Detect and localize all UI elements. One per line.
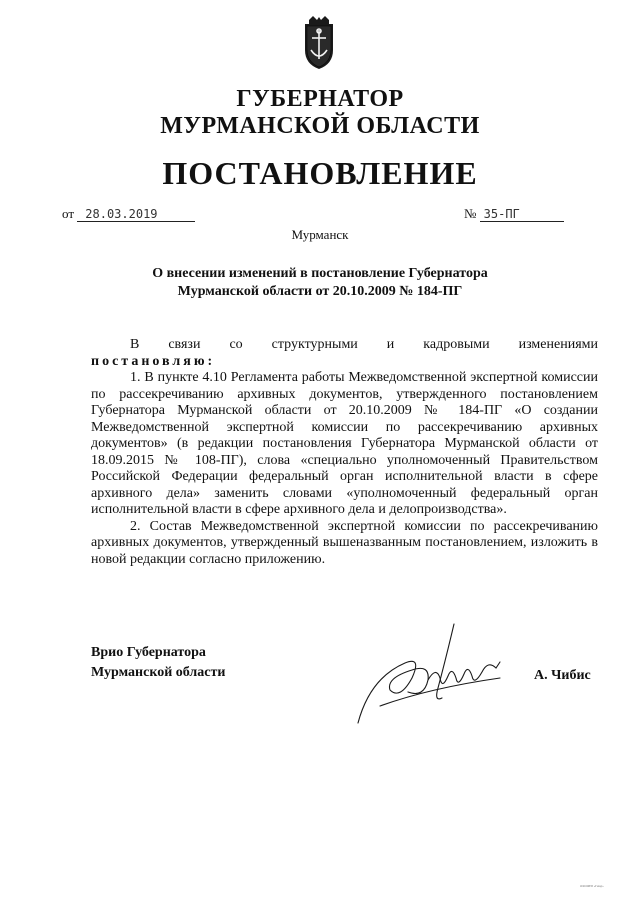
region-title: МУРМАНСКОЙ ОБЛАСТИ [160, 113, 480, 139]
document-body [91, 337, 598, 568]
date-value: 28.03.2019 [77, 207, 195, 222]
item-2-paragraph: 2. Состав Межведомственной экспертной комиссии по рассекречиванию архивных документов, утвержденный вышеназванным постановлением, изложить в новой редакции согласно приложению. [91, 518, 598, 567]
item-1-paragraph: 1. В пункте 4.10 Регламента работы Межведомственной экспертной комиссии по рассекречиванию архивных документов, утвержденного постановлением Губернатора Мурманской области от 20.10.2009 № 184-ПГ «О создании Межведомственной экспертной комиссии по рассекречиванию архивных документов» (в редакции постановления Губернатора Мурманской области от 18.09.2015 № 108-ПГ), слова «специально уполномоченный Правительством Российской Федерации федеральный орган исполнительной власти в сфере архивного дела» заменить словами «уполномоченный федеральный орган исполнительной власти в сфере архивного дела и делопроизводства». [91, 370, 598, 517]
position-line-1: Врио Губернатора [91, 645, 206, 660]
position-line-2: Мурманской области [91, 665, 226, 680]
signatory-name: А. Чибис [534, 668, 591, 683]
document-number [464, 206, 564, 222]
coat-of-arms-icon [299, 16, 339, 70]
intro-paragraph: В связи со структурными и кадровыми изменениями [130, 337, 598, 352]
document-date [62, 206, 195, 222]
date-prefix: от [62, 206, 75, 221]
document-type: ПОСТАНОВЛЕНИЕ [162, 155, 478, 191]
number-value: 35-ПГ [480, 207, 564, 222]
resolve-word: постановляю: [91, 353, 216, 369]
signatory-position [91, 643, 225, 683]
handwritten-signature [350, 618, 520, 728]
city: Мурманск [291, 227, 349, 242]
authority-title: ГУБЕРНАТОР [236, 86, 404, 112]
footer-note: ОФОФЕП «Гимд» [580, 884, 604, 888]
document-subject: О внесении изменений в постановление Губернатора Мурманской области от 20.10.2009 № 184-ПГ [152, 266, 488, 299]
number-prefix: № [464, 206, 477, 221]
